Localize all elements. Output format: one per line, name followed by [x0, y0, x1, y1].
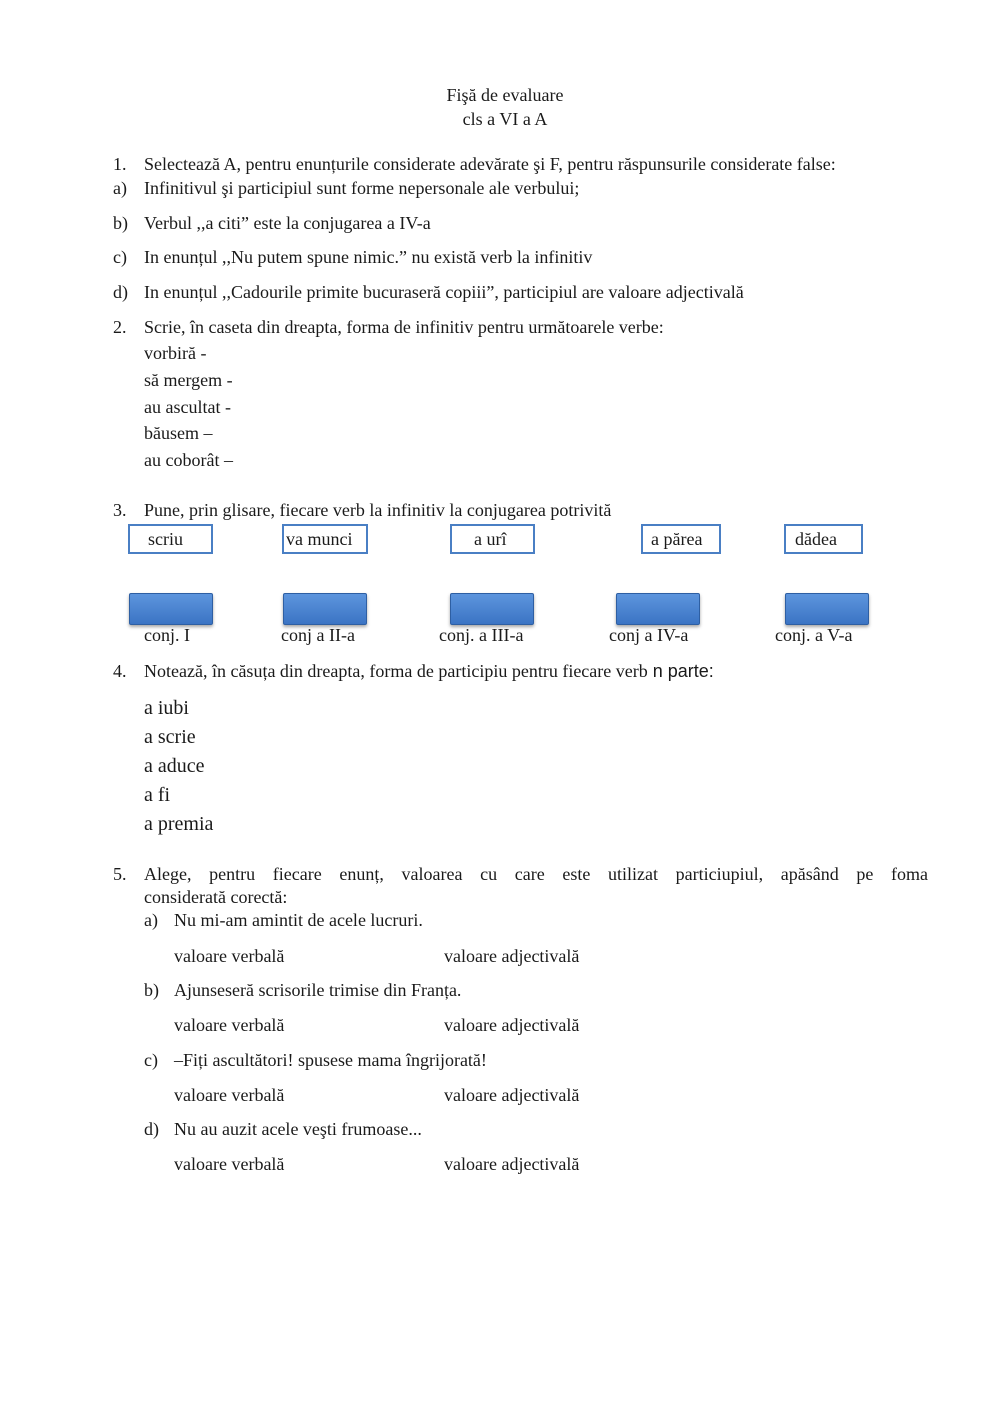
q5-item-b-label: b) — [144, 980, 159, 1000]
q3-number: 3. — [113, 500, 127, 520]
q5-b-option-verbal[interactable]: valoare verbală — [174, 1015, 285, 1035]
q4-verb-1: a iubi — [144, 697, 189, 719]
drop-zone-conj-1[interactable] — [129, 593, 213, 625]
q5-number: 5. — [113, 864, 127, 884]
q2-prompt: Scrie, în caseta din dreapta, forma de infinitiv pentru următoarele verbe: — [144, 317, 664, 337]
conj-label-3: conj. a III-a — [439, 625, 524, 645]
q1-item-a-label: a) — [113, 178, 127, 198]
drag-verb-va-munci[interactable]: va munci — [282, 524, 368, 554]
drop-zone-conj-3[interactable] — [450, 593, 534, 625]
q5-item-d-text: Nu au auzit acele veşti frumoase... — [174, 1119, 422, 1139]
q5-a-option-verbal[interactable]: valoare verbală — [174, 946, 285, 966]
q5-item-a-label: a) — [144, 910, 158, 930]
q1-item-d-label: d) — [113, 282, 128, 302]
q4-prompt-main: Notează, în căsuța din dreapta, forma de participiu pentru fiecare verb — [144, 661, 648, 681]
q1-item-b-label: b) — [113, 213, 128, 233]
drag-verb-scriu[interactable]: scriu — [128, 524, 213, 554]
drag-verb-dadea[interactable]: dădea — [784, 524, 863, 554]
conj-label-5: conj. a V-a — [775, 625, 853, 645]
q2-verb-2: să mergem - — [144, 370, 233, 390]
q4-prompt — [144, 660, 714, 682]
q5-d-option-verbal[interactable]: valoare verbală — [174, 1154, 285, 1174]
drop-zone-conj-5[interactable] — [785, 593, 869, 625]
q5-c-option-verbal[interactable]: valoare verbală — [174, 1085, 285, 1105]
q4-number: 4. — [113, 661, 127, 681]
q4-prompt-tail: n parte: — [647, 661, 714, 681]
worksheet-title: Fişă de evaluare — [446, 85, 564, 105]
q2-verb-3: au ascultat - — [144, 397, 231, 417]
drop-zone-conj-4[interactable] — [616, 593, 700, 625]
conj-label-2: conj a II-a — [281, 625, 355, 645]
class-subtitle: cls a VI a A — [462, 109, 548, 129]
q5-item-d-label: d) — [144, 1119, 159, 1139]
q1-item-d-text[interactable]: In enunțul ,,Cadourile primite bucuraseră copiii”, participiul are valoare adjectivală — [144, 282, 744, 302]
q1-item-a-text[interactable]: Infinitivul şi participiul sunt forme nepersonale ale verbului; — [144, 178, 580, 198]
q1-number: 1. — [113, 154, 127, 174]
drag-verb-a-parea[interactable]: a părea — [641, 524, 721, 554]
q5-item-c-label: c) — [144, 1050, 158, 1070]
q2-verb-4: băusem – — [144, 423, 213, 443]
q4-verb-3: a aduce — [144, 755, 205, 777]
q4-verb-2: a scrie — [144, 726, 196, 748]
drop-zone-conj-2[interactable] — [283, 593, 367, 625]
conj-label-1: conj. I — [144, 625, 190, 645]
drag-verb-a-uri[interactable]: a urî — [450, 524, 535, 554]
q5-b-option-adjectival[interactable]: valoare adjectivală — [444, 1015, 580, 1035]
q1-item-c-label: c) — [113, 247, 127, 267]
q3-prompt: Pune, prin glisare, fiecare verb la infinitiv la conjugarea potrivită — [144, 500, 612, 520]
q2-verb-1: vorbiră - — [144, 343, 207, 363]
q1-item-c-text[interactable]: In enunțul ,,Nu putem spune nimic.” nu există verb la infinitiv — [144, 247, 593, 267]
q5-prompt-line2: considerată corectă: — [144, 887, 288, 907]
q5-item-b-text: Ajunseseră scrisorile trimise din Franța. — [174, 980, 462, 1000]
q2-verb-5: au coborât – — [144, 450, 233, 470]
q1-item-b-text[interactable]: Verbul ,,a citi” este la conjugarea a IV-a — [144, 213, 431, 233]
q4-verb-4: a fi — [144, 784, 171, 806]
q5-prompt-line1: Alege, pentru fiecare enunț, valoarea cu care este utilizat particiupiul, apăsând pe foma — [144, 864, 928, 884]
q5-item-c-text: –Fiți ascultători! spusese mama îngrijorată! — [174, 1050, 487, 1070]
q5-d-option-adjectival[interactable]: valoare adjectivală — [444, 1154, 580, 1174]
q5-c-option-adjectival[interactable]: valoare adjectivală — [444, 1085, 580, 1105]
q4-verb-5: a premia — [144, 813, 214, 835]
conj-label-4: conj a IV-a — [609, 625, 689, 645]
q5-item-a-text: Nu mi-am amintit de acele lucruri. — [174, 910, 423, 930]
q2-number: 2. — [113, 317, 127, 337]
q1-prompt: Selectează A, pentru enunțurile considerate adevărate şi F, pentru răspunsurile considerate false: — [144, 154, 836, 174]
q5-a-option-adjectival[interactable]: valoare adjectivală — [444, 946, 580, 966]
